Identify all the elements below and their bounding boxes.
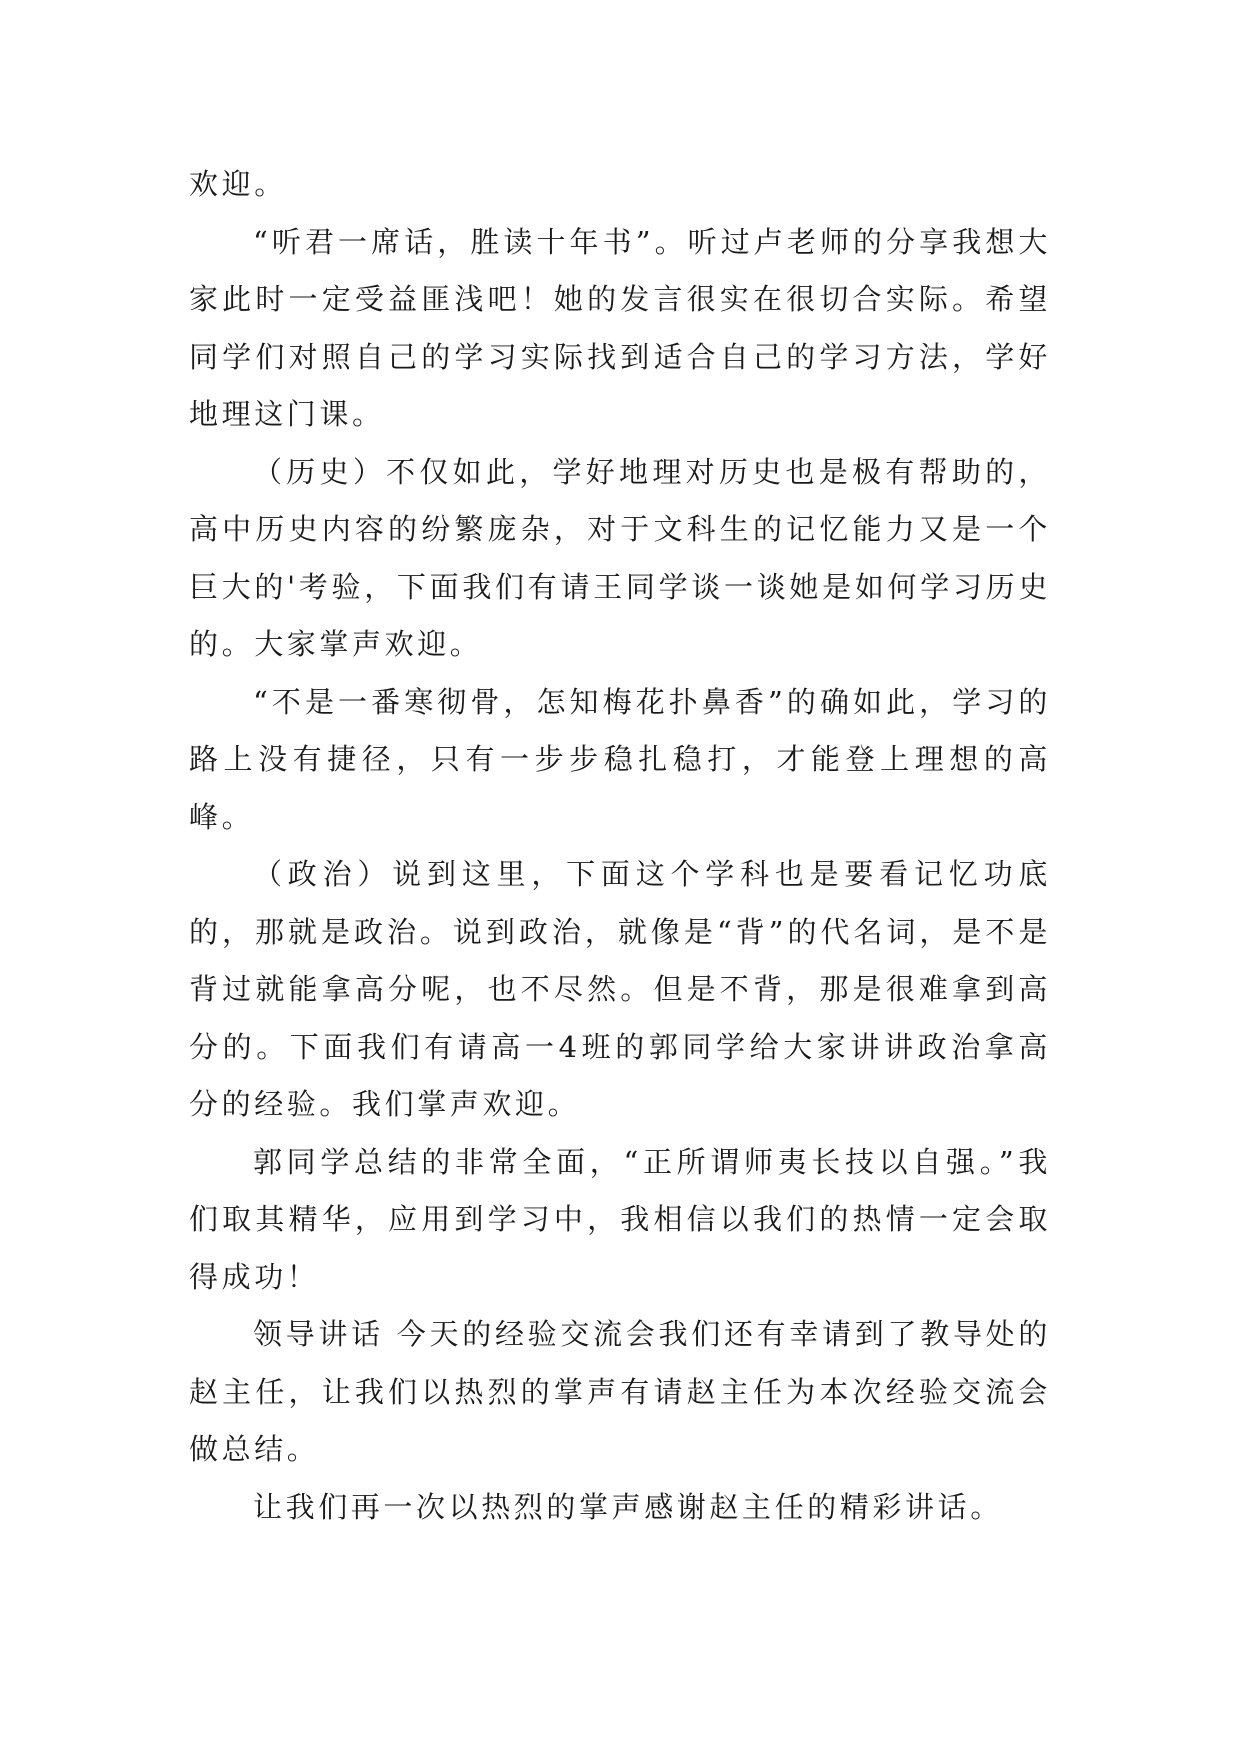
paragraph-politics-intro: （政治）说到这里，下面这个学科也是要看记忆功底的，那就是政治。说到政治，就像是“背”的代名词，是不是背过就能拿高分呢，也不尽然。但是不背，那是很难拿到高分的。下面我们有请高一4班的郭同学给大家讲讲政治拿高分的经验。我们掌声欢迎。 bbox=[189, 857, 1051, 1121]
document-body bbox=[189, 156, 1051, 1536]
paragraph-history-summary: “不是一番寒彻骨，怎知梅花扑鼻香”的确如此，学习的路上没有捷径，只有一步步稳扎稳打，才能登上理想的高峰。 bbox=[189, 684, 1051, 834]
paragraph-leader-speech: 领导讲话 今天的经验交流会我们还有幸请到了教导处的赵主任，让我们以热烈的掌声有请赵主任为本次经验交流会做总结。 bbox=[189, 1317, 1051, 1466]
paragraph-history-intro: （历史）不仅如此，学好地理对历史也是极有帮助的，高中历史内容的纷繁庞杂，对于文科生的记忆能力又是一个巨大的'考验，下面我们有请王同学谈一谈她是如何学习历史的。大家掌声欢迎。 bbox=[189, 454, 1051, 661]
paragraph-geography-summary: “听君一席话，胜读十年书”。听过卢老师的分享我想大家此时一定受益匪浅吧！她的发言很实在很切合实际。希望同学们对照自己的学习实际找到适合自己的学习方法，学好地理这门课。 bbox=[189, 224, 1051, 431]
paragraph-politics-summary: 郭同学总结的非常全面，“正所谓师夷长技以自强。”我们取其精华，应用到学习中，我相信以我们的热情一定会取得成功！ bbox=[189, 1144, 1051, 1294]
paragraph-closing-thanks: 让我们再一次以热烈的掌声感谢赵主任的精彩讲话。 bbox=[253, 1489, 1003, 1524]
paragraph-welcome-tail: 欢迎。 bbox=[189, 167, 287, 201]
